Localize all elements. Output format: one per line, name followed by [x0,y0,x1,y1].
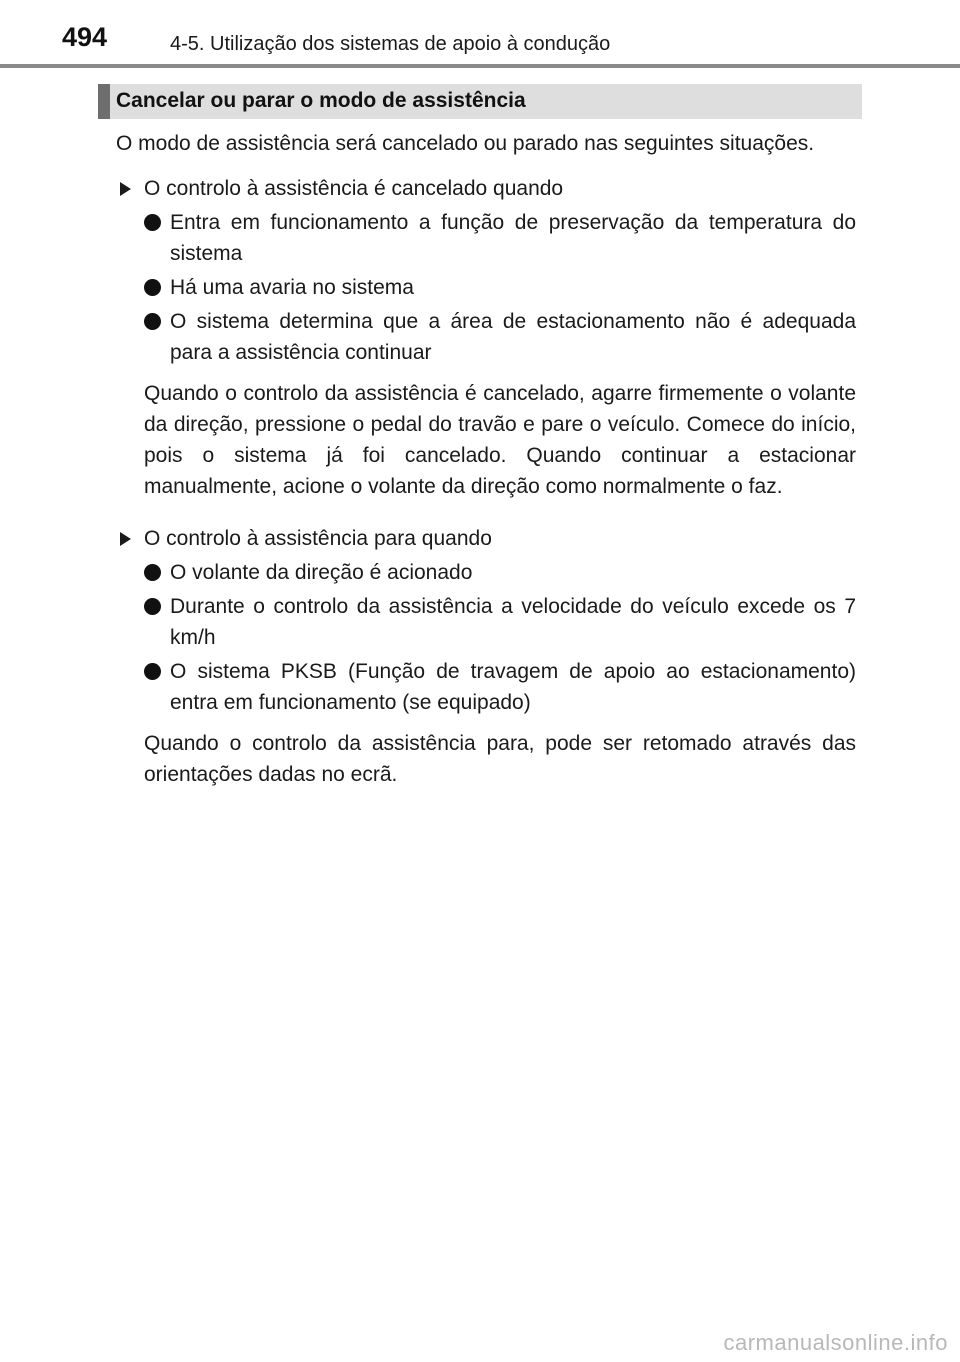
bullet-dot-icon [144,663,161,680]
page-number: 494 [62,22,108,52]
list-item [144,656,856,718]
list-item [144,306,856,368]
subheading-text: O controlo à assistência é cancelado quando [144,177,564,200]
subheading-stopped [116,523,856,554]
list-item [144,272,856,303]
list-item-text: Durante o controlo da assistência a velocidade do veículo excede os 7 km/h [170,595,856,649]
list-item [144,591,856,653]
bullet-dot-icon [144,313,161,330]
list-item [144,207,856,269]
section-heading-bar [98,84,862,119]
note-paragraph: Quando o controlo da assistência para, pode ser retomado através das orientações dadas no ecrã. [144,732,856,786]
subheading-cancelled [116,173,856,204]
triangle-bullet-icon [120,532,131,546]
list-item-text: O sistema PKSB (Função de travagem de apoio ao estacionamento) entra em funcionamento (se equipado) [170,660,856,714]
note-paragraph: Quando o controlo da assistência é cancelado, agarre firmemente o volante da direção, pressione o pedal do travão e pare o veículo. Comece do início, pois o sistema já foi cancelado. Quando continuar a estacionar manualmente, acione o volante da direção como normalmente o faz. [144,382,856,498]
intro-paragraph: O modo de assistência será cancelado ou parado nas seguintes situações. [116,132,815,155]
section-title: Cancelar ou parar o modo de assistência [116,89,526,112]
subheading-text: O controlo à assistência para quando [144,527,492,550]
bullet-dot-icon [144,564,161,581]
list-item [144,557,856,588]
bullet-dot-icon [144,214,161,231]
list-item-text: Entra em funcionamento a função de preservação da temperatura do sistema [170,211,856,265]
bullet-dot-icon [144,279,161,296]
header-rule [0,64,960,68]
chapter-header: 4-5. Utilização dos sistemas de apoio à condução [170,33,611,55]
watermark: carmanualsonline.info [723,1330,948,1355]
list-item-text: Há uma avaria no sistema [170,276,414,299]
list-item-text: O sistema determina que a área de estacionamento não é adequada para a assistência continuar [170,310,856,364]
section-accent [98,84,110,119]
triangle-bullet-icon [120,182,131,196]
list-item-text: O volante da direção é acionado [170,561,473,584]
bullet-dot-icon [144,598,161,615]
main-content [116,128,856,811]
